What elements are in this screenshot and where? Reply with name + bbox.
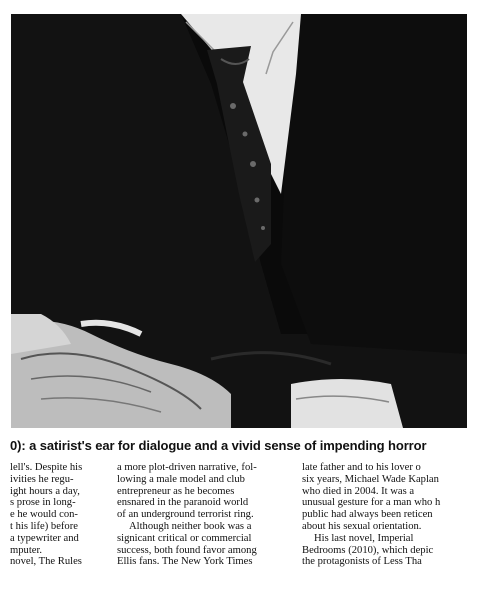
photo-illustration [11, 14, 467, 428]
text-column-1 [10, 462, 109, 568]
body-line: signicant critical or commercial [117, 532, 252, 544]
article-photo [11, 14, 467, 428]
body-line: entrepreneur as he becomes [117, 485, 235, 497]
body-line: late father and to his lover o [302, 462, 421, 473]
body-line: novel, The Rules [10, 556, 82, 568]
body-line: who died in 2004. It was a [302, 485, 415, 497]
body-line: success, both found favor among [117, 544, 257, 556]
text-column-2 [117, 462, 289, 568]
body-line: ensnared in the paranoid world [117, 497, 249, 509]
body-line: of an underground terrorist ring. [117, 509, 254, 521]
body-line: the protagonists of Less Tha [302, 556, 422, 568]
body-line: lell's. Despite his [10, 462, 83, 473]
body-line: e he would con- [10, 509, 78, 521]
body-line: ivities he regu- [10, 473, 74, 485]
body-line: mputer. [10, 544, 43, 556]
body-line: lowing a male model and club [117, 473, 245, 485]
body-line: six years, Michael Wade Kaplan [302, 473, 439, 485]
body-line: Although neither book was a [129, 520, 252, 532]
body-line: a more plot-driven narrative, fol- [117, 462, 257, 473]
body-line: Ellis fans. The New York Times [117, 556, 253, 568]
body-line: unusual gesture for a man who h [302, 497, 441, 509]
body-line: about his sexual orientation. [302, 520, 422, 532]
text-column-3 [302, 462, 472, 568]
body-line: ight hours a day, [10, 485, 80, 497]
body-line: t his life) before [10, 520, 78, 532]
photo-caption: 0): a satirist's ear for dialogue and a vivid sense of impending horror [10, 438, 427, 453]
body-line: His last novel, Imperial [314, 532, 414, 544]
body-line: public had always been reticen [302, 509, 433, 521]
body-line: Bedrooms (2010), which depic [302, 544, 434, 556]
body-line: a typewriter and [10, 532, 79, 544]
body-line: s prose in long- [10, 497, 76, 509]
article-body [0, 462, 480, 600]
